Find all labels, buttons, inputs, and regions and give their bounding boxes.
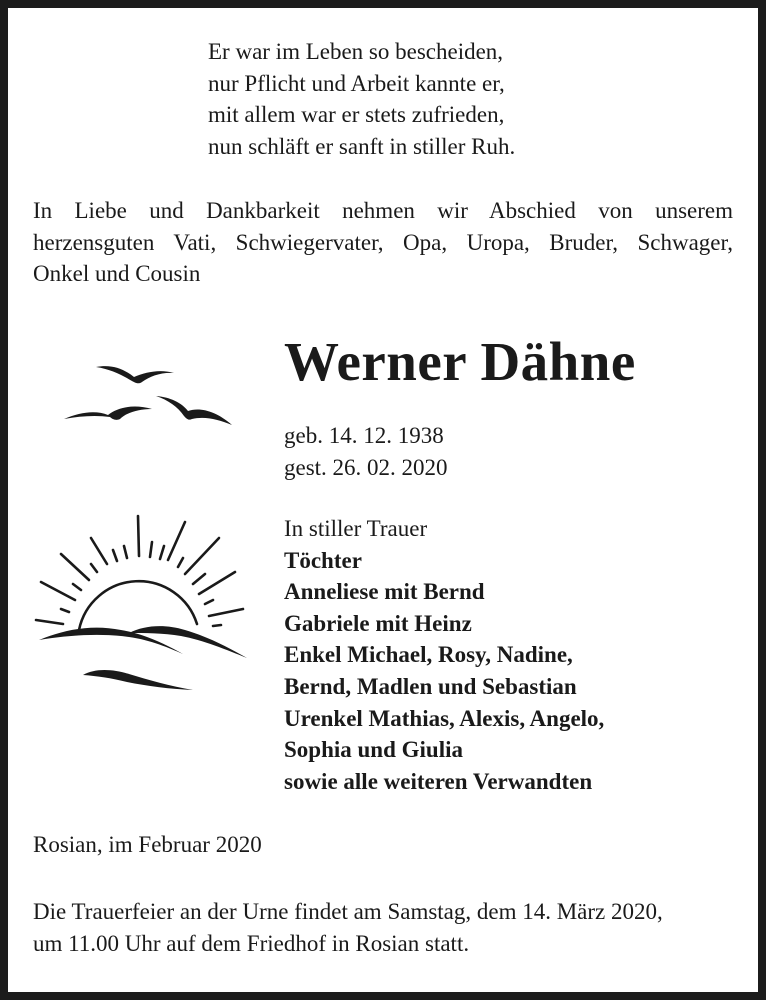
sunset-icon [33,512,253,697]
mourner-line: sowie alle weiteren Verwandten [284,768,593,794]
place-date: Rosian, im Februar 2020 [33,832,262,857]
funeral-line: um 11.00 Uhr auf dem Friedhof in Rosian statt. [33,930,470,956]
deceased-name: Werner Dähne [284,331,636,392]
intro-line: Onkel und Cousin [33,261,201,286]
death-date: gest. 26. 02. 2020 [284,454,448,480]
mourner-line: Anneliese mit Bernd [284,579,485,605]
mourners-list [284,513,604,797]
intro-line: herzensguten Vati, Schwiegervater, Opa, Uropa, Bruder, Schwager, [33,229,733,255]
mourner-line: Urenkel Mathias, Alexis, Angelo, [284,705,605,731]
poem-line: nun schläft er sanft in stiller Ruh. [208,133,516,159]
mourner-line: Sophia und Giulia [284,737,463,763]
funeral-notice [33,896,663,959]
intro-text [33,195,733,290]
birth-date: geb. 14. 12. 1938 [284,423,444,448]
poem-line: Er war im Leben so bescheiden, [208,39,504,64]
mourner-line: Töchter [284,547,362,573]
mourner-line: Bernd, Madlen und Sebastian [284,673,577,699]
mourner-line: Gabriele mit Heinz [284,610,472,636]
poem-line: nur Pflicht und Arbeit kannte er, [208,70,505,96]
poem-line: mit allem war er stets zufrieden, [208,102,505,127]
mourning-intro: In stiller Trauer [284,516,428,541]
poem [208,36,515,162]
intro-line: In Liebe und Dankbarkeit nehmen wir Abschied von unserem [33,198,733,223]
birds-icon [60,355,240,435]
life-dates [284,420,448,483]
mourner-line: Enkel Michael, Rosy, Nadine, [284,642,573,668]
funeral-line: Die Trauerfeier an der Urne findet am Samstag, dem 14. März 2020, [33,899,663,924]
